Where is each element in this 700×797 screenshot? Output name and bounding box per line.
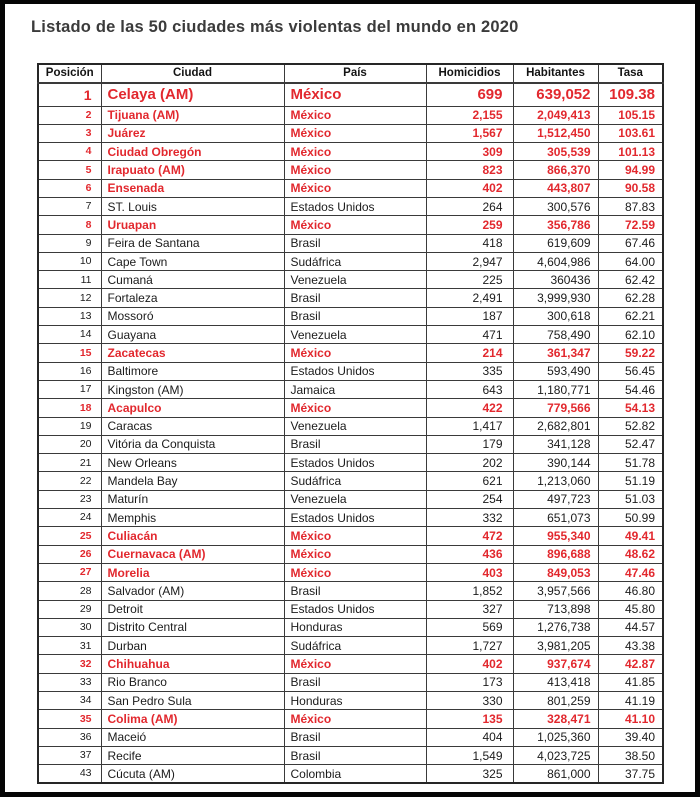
cell-pais: México: [284, 344, 426, 362]
cell-ciudad: Cúcuta (AM): [101, 765, 284, 783]
cell-pos: 14: [38, 326, 101, 344]
cell-tasa: 43.38: [598, 637, 663, 655]
table-row: [38, 563, 663, 581]
header-pais: País: [284, 64, 426, 83]
cell-habitantes: 801,259: [513, 692, 598, 710]
cell-homicidios: 418: [426, 234, 513, 252]
cell-homicidios: 259: [426, 216, 513, 234]
cell-tasa: 59.22: [598, 344, 663, 362]
cell-habitantes: 1,180,771: [513, 380, 598, 398]
cell-pais: Brasil: [284, 582, 426, 600]
cell-homicidios: 436: [426, 545, 513, 563]
cell-homicidios: 403: [426, 563, 513, 581]
cell-habitantes: 779,566: [513, 399, 598, 417]
cell-tasa: 103.61: [598, 124, 663, 142]
cell-tasa: 56.45: [598, 362, 663, 380]
table-row: [38, 289, 663, 307]
cell-tasa: 62.21: [598, 307, 663, 325]
table-row: [38, 83, 663, 106]
cell-tasa: 41.19: [598, 692, 663, 710]
cell-habitantes: 2,049,413: [513, 106, 598, 124]
cell-pos: 27: [38, 563, 101, 581]
cell-pos: 6: [38, 179, 101, 197]
cell-pais: Brasil: [284, 289, 426, 307]
cell-homicidios: 699: [426, 83, 513, 106]
cell-habitantes: 619,609: [513, 234, 598, 252]
cell-pais: Brasil: [284, 435, 426, 453]
table-row: [38, 490, 663, 508]
table-row: [38, 746, 663, 764]
cell-ciudad: Durban: [101, 637, 284, 655]
cell-habitantes: 937,674: [513, 655, 598, 673]
cell-homicidios: 2,491: [426, 289, 513, 307]
cell-pais: Colombia: [284, 765, 426, 783]
cell-pos: 19: [38, 417, 101, 435]
cell-ciudad: New Orleans: [101, 454, 284, 472]
cell-homicidios: 264: [426, 197, 513, 215]
cell-pos: 31: [38, 637, 101, 655]
cell-habitantes: 849,053: [513, 563, 598, 581]
cell-habitantes: 955,340: [513, 527, 598, 545]
cell-tasa: 54.46: [598, 380, 663, 398]
cell-tasa: 46.80: [598, 582, 663, 600]
cell-habitantes: 861,000: [513, 765, 598, 783]
table-row: [38, 362, 663, 380]
cell-tasa: 44.57: [598, 618, 663, 636]
table-row: [38, 472, 663, 490]
cell-homicidios: 472: [426, 527, 513, 545]
cell-homicidios: 309: [426, 143, 513, 161]
cell-ciudad: Acapulco: [101, 399, 284, 417]
cell-pos: 10: [38, 252, 101, 270]
cell-pais: México: [284, 399, 426, 417]
cell-pos: 32: [38, 655, 101, 673]
cell-habitantes: 758,490: [513, 326, 598, 344]
cell-ciudad: Memphis: [101, 509, 284, 527]
cell-pos: 9: [38, 234, 101, 252]
cell-pais: Venezuela: [284, 326, 426, 344]
cell-habitantes: 413,418: [513, 673, 598, 691]
table-row: [38, 344, 663, 362]
table-row: [38, 124, 663, 142]
cell-homicidios: 335: [426, 362, 513, 380]
cell-homicidios: 1,852: [426, 582, 513, 600]
cell-tasa: 45.80: [598, 600, 663, 618]
cell-tasa: 94.99: [598, 161, 663, 179]
cell-ciudad: Cape Town: [101, 252, 284, 270]
cell-ciudad: Distrito Central: [101, 618, 284, 636]
cell-homicidios: 225: [426, 271, 513, 289]
cell-tasa: 51.19: [598, 472, 663, 490]
cell-habitantes: 443,807: [513, 179, 598, 197]
cell-ciudad: Detroit: [101, 600, 284, 618]
cell-ciudad: Mandela Bay: [101, 472, 284, 490]
cell-tasa: 38.50: [598, 746, 663, 764]
cell-pos: 1: [38, 83, 101, 106]
cell-pos: 12: [38, 289, 101, 307]
table-row: [38, 197, 663, 215]
table-row: [38, 637, 663, 655]
cell-tasa: 54.13: [598, 399, 663, 417]
cell-pais: Honduras: [284, 692, 426, 710]
cell-pais: México: [284, 161, 426, 179]
cell-homicidios: 1,417: [426, 417, 513, 435]
cell-pais: Brasil: [284, 234, 426, 252]
cell-pais: Estados Unidos: [284, 509, 426, 527]
cell-pais: México: [284, 710, 426, 728]
cell-tasa: 39.40: [598, 728, 663, 746]
cell-tasa: 51.78: [598, 454, 663, 472]
cell-homicidios: 187: [426, 307, 513, 325]
cell-ciudad: Kingston (AM): [101, 380, 284, 398]
cell-ciudad: San Pedro Sula: [101, 692, 284, 710]
cell-pos: 36: [38, 728, 101, 746]
cell-tasa: 87.83: [598, 197, 663, 215]
cell-pos: 29: [38, 600, 101, 618]
cell-tasa: 50.99: [598, 509, 663, 527]
cell-homicidios: 135: [426, 710, 513, 728]
cell-homicidios: 325: [426, 765, 513, 783]
cell-pos: 34: [38, 692, 101, 710]
cell-habitantes: 497,723: [513, 490, 598, 508]
cell-tasa: 109.38: [598, 83, 663, 106]
cell-pos: 8: [38, 216, 101, 234]
table-row: [38, 527, 663, 545]
cell-homicidios: 214: [426, 344, 513, 362]
cell-tasa: 49.41: [598, 527, 663, 545]
cell-habitantes: 1,512,450: [513, 124, 598, 142]
cell-pos: 22: [38, 472, 101, 490]
table-row: [38, 765, 663, 783]
cell-homicidios: 422: [426, 399, 513, 417]
cell-ciudad: Irapuato (AM): [101, 161, 284, 179]
cell-homicidios: 471: [426, 326, 513, 344]
cell-ciudad: Cuernavaca (AM): [101, 545, 284, 563]
cell-ciudad: Chihuahua: [101, 655, 284, 673]
table-body: [38, 83, 663, 783]
cell-habitantes: 360436: [513, 271, 598, 289]
cell-pais: México: [284, 563, 426, 581]
cell-pais: México: [284, 124, 426, 142]
cell-ciudad: Recife: [101, 746, 284, 764]
cell-homicidios: 173: [426, 673, 513, 691]
cell-tasa: 37.75: [598, 765, 663, 783]
table-row: [38, 271, 663, 289]
cell-habitantes: 4,023,725: [513, 746, 598, 764]
cell-tasa: 67.46: [598, 234, 663, 252]
cell-habitantes: 356,786: [513, 216, 598, 234]
cell-pos: 28: [38, 582, 101, 600]
cell-habitantes: 866,370: [513, 161, 598, 179]
table-row: [38, 106, 663, 124]
cell-tasa: 62.42: [598, 271, 663, 289]
table-row: [38, 728, 663, 746]
cell-habitantes: 1,276,738: [513, 618, 598, 636]
cell-ciudad: Colima (AM): [101, 710, 284, 728]
cell-ciudad: Maceió: [101, 728, 284, 746]
cell-tasa: 48.62: [598, 545, 663, 563]
cell-habitantes: 341,128: [513, 435, 598, 453]
cell-tasa: 62.28: [598, 289, 663, 307]
table-row: [38, 179, 663, 197]
cell-pais: México: [284, 527, 426, 545]
table-row: [38, 252, 663, 270]
cell-habitantes: 1,025,360: [513, 728, 598, 746]
cell-homicidios: 254: [426, 490, 513, 508]
cell-homicidios: 569: [426, 618, 513, 636]
table-row: [38, 582, 663, 600]
cell-homicidios: 823: [426, 161, 513, 179]
cell-tasa: 51.03: [598, 490, 663, 508]
table-row: [38, 307, 663, 325]
cell-pais: Estados Unidos: [284, 362, 426, 380]
cell-homicidios: 202: [426, 454, 513, 472]
cell-habitantes: 390,144: [513, 454, 598, 472]
cell-pais: Jamaica: [284, 380, 426, 398]
cell-ciudad: Caracas: [101, 417, 284, 435]
cell-pais: México: [284, 216, 426, 234]
cell-pais: Sudáfrica: [284, 252, 426, 270]
cell-pais: México: [284, 179, 426, 197]
table-row: [38, 399, 663, 417]
table-row: [38, 618, 663, 636]
cell-pais: México: [284, 655, 426, 673]
table-row: [38, 509, 663, 527]
cell-pais: Estados Unidos: [284, 197, 426, 215]
cell-pais: México: [284, 83, 426, 106]
cell-homicidios: 1,727: [426, 637, 513, 655]
header-posicion: Posición: [38, 64, 101, 83]
cell-homicidios: 179: [426, 435, 513, 453]
cell-tasa: 52.82: [598, 417, 663, 435]
cell-pais: Honduras: [284, 618, 426, 636]
cell-pais: Venezuela: [284, 490, 426, 508]
cell-pos: 37: [38, 746, 101, 764]
cell-pais: Sudáfrica: [284, 637, 426, 655]
cell-tasa: 42.87: [598, 655, 663, 673]
cell-pos: 7: [38, 197, 101, 215]
table-row: [38, 545, 663, 563]
cell-pais: México: [284, 143, 426, 161]
cell-tasa: 64.00: [598, 252, 663, 270]
cell-ciudad: Vitória da Conquista: [101, 435, 284, 453]
cell-habitantes: 3,957,566: [513, 582, 598, 600]
cell-habitantes: 3,999,930: [513, 289, 598, 307]
header-ciudad: Ciudad: [101, 64, 284, 83]
cell-homicidios: 402: [426, 179, 513, 197]
cell-ciudad: Culiacán: [101, 527, 284, 545]
header-habitantes: Habitantes: [513, 64, 598, 83]
page: [5, 4, 695, 792]
cell-tasa: 105.15: [598, 106, 663, 124]
table-row: [38, 692, 663, 710]
cell-tasa: 101.13: [598, 143, 663, 161]
table-row: [38, 710, 663, 728]
cell-pos: 33: [38, 673, 101, 691]
cell-habitantes: 651,073: [513, 509, 598, 527]
cell-pais: Venezuela: [284, 417, 426, 435]
cell-pos: 3: [38, 124, 101, 142]
cell-ciudad: Celaya (AM): [101, 83, 284, 106]
cell-habitantes: 2,682,801: [513, 417, 598, 435]
table-row: [38, 600, 663, 618]
cell-habitantes: 896,688: [513, 545, 598, 563]
cell-homicidios: 327: [426, 600, 513, 618]
cell-habitantes: 639,052: [513, 83, 598, 106]
cell-ciudad: Feira de Santana: [101, 234, 284, 252]
table-row: [38, 417, 663, 435]
cell-ciudad: Rio Branco: [101, 673, 284, 691]
cell-ciudad: Zacatecas: [101, 344, 284, 362]
cell-ciudad: Cumaná: [101, 271, 284, 289]
cell-homicidios: 621: [426, 472, 513, 490]
cell-ciudad: Salvador (AM): [101, 582, 284, 600]
table-row: [38, 380, 663, 398]
cell-ciudad: Guayana: [101, 326, 284, 344]
cell-homicidios: 330: [426, 692, 513, 710]
cell-tasa: 62.10: [598, 326, 663, 344]
cell-pos: 16: [38, 362, 101, 380]
table-row: [38, 143, 663, 161]
table-row: [38, 216, 663, 234]
cell-pais: Venezuela: [284, 271, 426, 289]
cell-homicidios: 643: [426, 380, 513, 398]
cell-pos: 2: [38, 106, 101, 124]
cell-pais: Brasil: [284, 307, 426, 325]
table-row: [38, 673, 663, 691]
cell-habitantes: 300,618: [513, 307, 598, 325]
header-homicidios: Homicidios: [426, 64, 513, 83]
cell-ciudad: Baltimore: [101, 362, 284, 380]
cell-homicidios: 1,567: [426, 124, 513, 142]
cell-ciudad: Uruapan: [101, 216, 284, 234]
cell-tasa: 72.59: [598, 216, 663, 234]
cell-pos: 11: [38, 271, 101, 289]
cell-homicidios: 402: [426, 655, 513, 673]
cell-pos: 5: [38, 161, 101, 179]
cell-pos: 4: [38, 143, 101, 161]
cell-pais: Brasil: [284, 673, 426, 691]
cell-pos: 35: [38, 710, 101, 728]
cell-pos: 23: [38, 490, 101, 508]
table-row: [38, 435, 663, 453]
cell-habitantes: 361,347: [513, 344, 598, 362]
cell-pos: 26: [38, 545, 101, 563]
cell-ciudad: Ensenada: [101, 179, 284, 197]
cell-homicidios: 2,947: [426, 252, 513, 270]
cell-pais: Brasil: [284, 728, 426, 746]
cell-ciudad: Fortaleza: [101, 289, 284, 307]
cell-homicidios: 332: [426, 509, 513, 527]
cell-pos: 17: [38, 380, 101, 398]
cell-pos: 21: [38, 454, 101, 472]
cell-tasa: 41.10: [598, 710, 663, 728]
cell-pais: Sudáfrica: [284, 472, 426, 490]
table-row: [38, 234, 663, 252]
cell-ciudad: Morelia: [101, 563, 284, 581]
cell-homicidios: 404: [426, 728, 513, 746]
cell-ciudad: Maturín: [101, 490, 284, 508]
cell-homicidios: 2,155: [426, 106, 513, 124]
cell-pos: 24: [38, 509, 101, 527]
cell-habitantes: 713,898: [513, 600, 598, 618]
cell-habitantes: 328,471: [513, 710, 598, 728]
cell-pais: Estados Unidos: [284, 600, 426, 618]
cell-pais: Brasil: [284, 746, 426, 764]
table-header-row: [38, 64, 663, 83]
cell-ciudad: Tijuana (AM): [101, 106, 284, 124]
cell-pais: Estados Unidos: [284, 454, 426, 472]
cell-ciudad: Juárez: [101, 124, 284, 142]
cell-pos: 43: [38, 765, 101, 783]
header-tasa: Tasa: [598, 64, 663, 83]
cell-pos: 25: [38, 527, 101, 545]
cell-ciudad: Mossoró: [101, 307, 284, 325]
cell-pos: 13: [38, 307, 101, 325]
cell-tasa: 47.46: [598, 563, 663, 581]
cell-tasa: 41.85: [598, 673, 663, 691]
cell-habitantes: 3,981,205: [513, 637, 598, 655]
cell-pos: 18: [38, 399, 101, 417]
cell-habitantes: 300,576: [513, 197, 598, 215]
cell-pais: México: [284, 106, 426, 124]
cell-homicidios: 1,549: [426, 746, 513, 764]
cell-ciudad: ST. Louis: [101, 197, 284, 215]
table-row: [38, 655, 663, 673]
cell-ciudad: Ciudad Obregón: [101, 143, 284, 161]
cell-pos: 20: [38, 435, 101, 453]
cell-habitantes: 1,213,060: [513, 472, 598, 490]
page-title: Listado de las 50 ciudades más violentas del mundo en 2020: [31, 18, 519, 36]
cell-tasa: 52.47: [598, 435, 663, 453]
violent-cities-table: [37, 63, 664, 784]
table-row: [38, 161, 663, 179]
cell-habitantes: 593,490: [513, 362, 598, 380]
cell-pos: 30: [38, 618, 101, 636]
cell-pais: México: [284, 545, 426, 563]
cell-tasa: 90.58: [598, 179, 663, 197]
table-row: [38, 454, 663, 472]
table-row: [38, 326, 663, 344]
cell-pos: 15: [38, 344, 101, 362]
cell-habitantes: 305,539: [513, 143, 598, 161]
cell-habitantes: 4,604,986: [513, 252, 598, 270]
